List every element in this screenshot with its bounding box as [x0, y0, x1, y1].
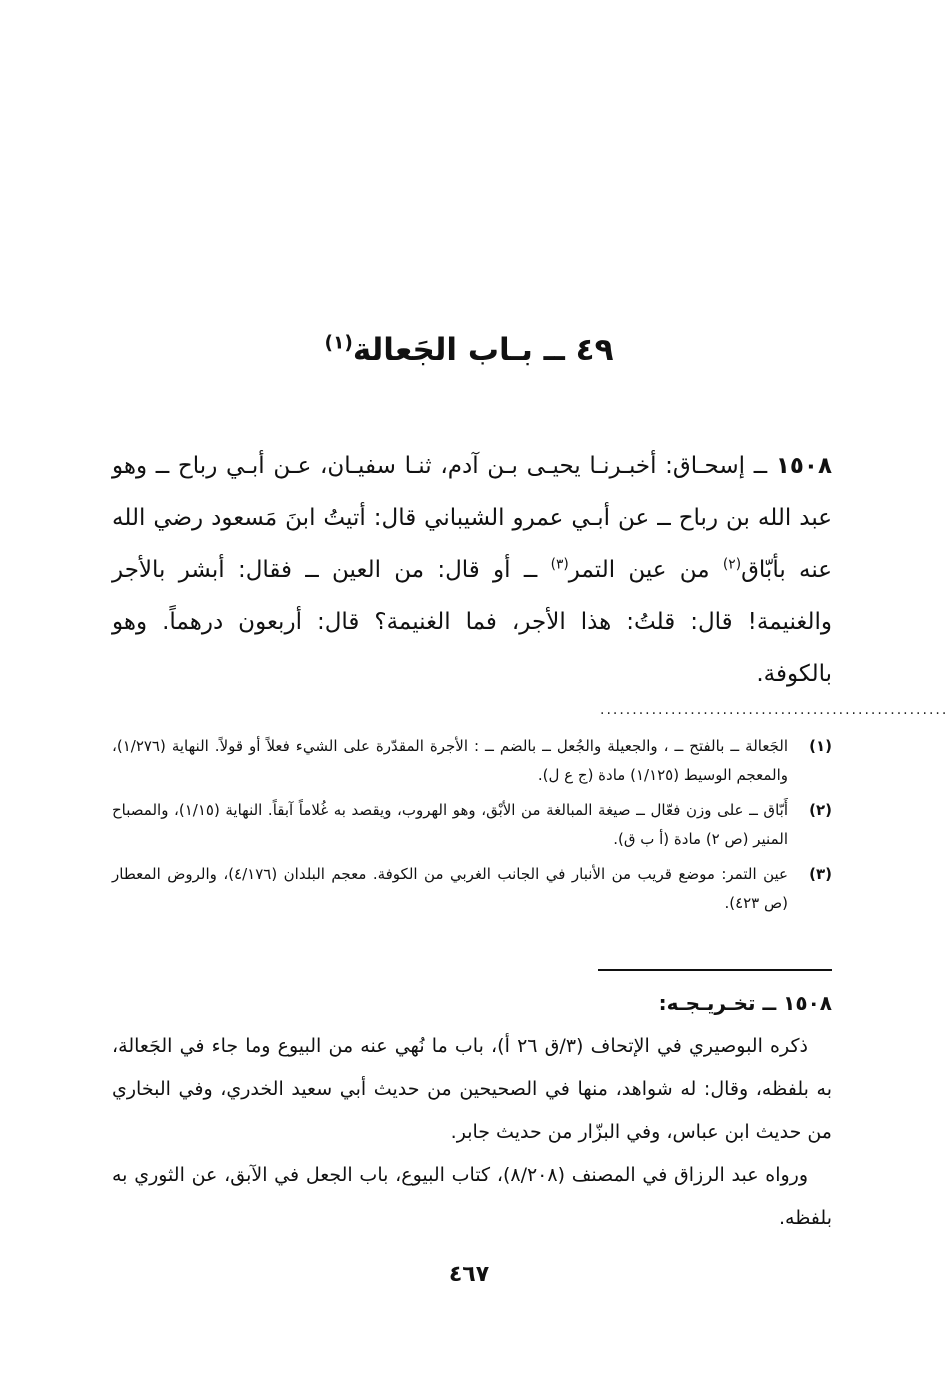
takhrij-paragraph: ورواه عبد الرزاق في المصنف (٨/٢٠٨)، كتاب البيوع، باب الجعل في الآبق، عن الثوري به بلفظه. — [112, 1164, 832, 1229]
footnote-text: عين التمر: موضع قريب من الأنبار في الجانب الغربي من الكوفة. معجم البلدان (٤/١٧٦)، والروض المعطار (ص ٤٢٣). — [112, 865, 788, 912]
footnote-separator-dots: ...................................................... — [600, 702, 948, 718]
footnote-ref-2: (٢) — [722, 556, 742, 573]
footnote-ref-3: (٣) — [550, 556, 569, 573]
footnotes — [112, 732, 832, 924]
hadith-text-part3: ــ أو قال: من العين ــ فقال: أبشر بالأجر والغنيمة! قال: قلتُ: هذا الأجر، فما الغنيمة؟ قال: أربعون درهماً. وهو بالكوفة. — [112, 557, 832, 687]
footnote-1 — [112, 732, 832, 790]
hadith-number: ١٥٠٨ — [775, 453, 832, 479]
footnote-text: الجَعالة ــ بالفتح ــ ، والجعيلة والجُعل ــ بالضم ــ : الأجرة المقدّرة على الشيء فعلاً أو قولاً. النهاية (١/٢٧٦)، والمعجم الوسيط (١/١٢٥) مادة (ج ع ل). — [112, 737, 788, 784]
footnote-number: (٣) — [809, 865, 832, 883]
hadith-text-part1: ــ إسحـاق: أخبـرنـا يحيـى بـن آدم، ثنـا سفيـان، عـن أبـي رباح ــ وهو عبد الله بن رباح ــ عن أبـي عمرو الشيباني قال: أتيتُ ابنَ مَسعود رضي الله عنه بأبّاق — [112, 453, 832, 583]
footnote-text: أَبّاق ــ على وزن فعّال ــ صيغة المبالغة من الأبْق، وهو الهروب، ويقصد به غُلاماً آبقاً. النهاية (١/١٥)، والمصباح المنير (ص ٢) مادة (أ ب ق). — [112, 801, 788, 848]
chapter-footnote-ref: (١) — [324, 332, 353, 354]
footnote-number: (٢) — [809, 801, 832, 819]
footnote-2 — [112, 796, 832, 854]
takhrij-section — [112, 982, 832, 1240]
chapter-title-text: ٤٩ ــ بـاب الجَعالة — [352, 332, 614, 368]
takhrij-paragraph: ذكره البوصيري في الإتحاف (٣/ق ٢٦ أ)، باب ما نُهي عنه من البيوع وما جاء في الجَعالة، به بلفظه، وقال: له شواهد، منها في الصحيحين من حديث أبي سعيد الخدري، وفي البخاري من حديث ابن عباس، وفي البزّار من حديث جابر. — [112, 1035, 832, 1143]
hadith-text-part2: من عين التمر — [568, 557, 723, 583]
footnote-number: (١) — [809, 737, 832, 755]
takhrij-heading: ١٥٠٨ ــ تخـريـجـه: — [658, 991, 832, 1015]
hadith-text — [112, 440, 832, 700]
section-divider — [598, 969, 832, 971]
page-number: ٤٦٧ — [448, 1262, 490, 1287]
chapter-title — [0, 328, 938, 372]
footnote-3 — [112, 860, 832, 918]
